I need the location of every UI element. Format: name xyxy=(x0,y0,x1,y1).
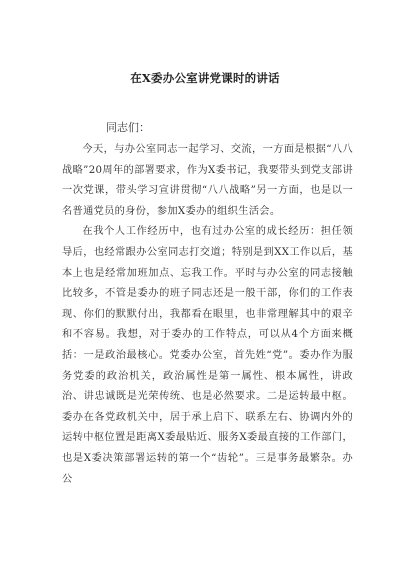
paragraph-intro: 今天，与办公室同志一起学习、交流，一方面是根据“八八战略”20周年的部署要求，作为X委书记，我要带头到党支部讲一次党课，带头学习宣讲贯彻“八八战略”另一方面，也是以一名普通党员的身份，参加X委办的组织生活会。 xyxy=(62,144,353,217)
salutation: 同志们： xyxy=(106,121,150,134)
document-title: 在X委办公室讲党课时的讲话 xyxy=(130,71,280,85)
document-body xyxy=(62,140,353,490)
paragraph-experience: 在我个人工作经历中，也有过办公室的成长经历：担任领导后，也经常跟办公室同志打交道；特别是到XX工作以后，基本上也是经常加班加点、忘我工作。平时与办公室的同志接触比较多，不管是委办的班子同志还是一般干部，你们的工作表现、你们的默默付出，我都看在眼里，也非常理解其中的艰辛和不容易。我想，对于委办的工作特点，可以从4个方面来概括：一是政治最核心。党委办公室，首先姓“党”。委办作为服务党委的政治机关，政治属性是第一属性、根本属性，讲政治、讲忠诚既是光荣传统、也是必然要求。二是运转最中枢。委办在各党政机关中，居于承上启下、联系左右、协调内外的运转中枢位置是距离X委最贴近、服务X委最直接的工作部门，也是X委决策部署运转的第一个“齿轮”。三是事务最繁杂。办公 xyxy=(62,226,353,485)
